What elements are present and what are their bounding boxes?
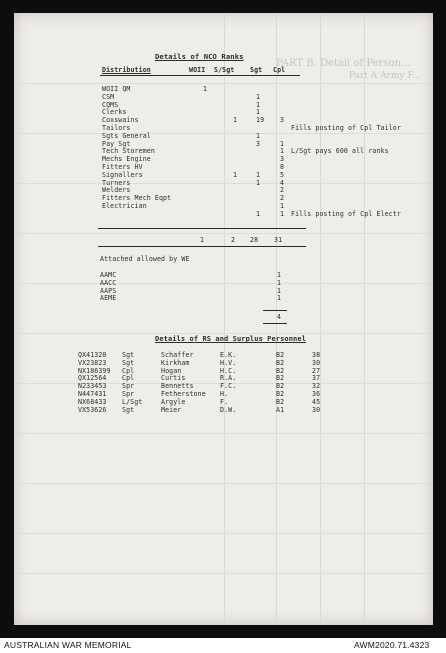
col-header-woii: WOII — [189, 66, 206, 74]
personnel-surname: Hogan — [161, 366, 182, 375]
row-sgt: 3 — [256, 139, 261, 148]
personnel-surname: Meier — [161, 405, 182, 414]
row-sgt: 1 — [256, 108, 261, 117]
row-note: L/Sgt pays 600 all ranks — [291, 147, 389, 156]
personnel-initials: E.K. — [220, 351, 237, 359]
row-cpl: 4 — [280, 178, 285, 187]
row-cpl: 2 — [280, 186, 285, 195]
row-cpl: 1 — [280, 209, 285, 218]
totals-rule-bottom — [98, 246, 306, 247]
row-woii: 1 — [203, 85, 208, 93]
personnel-initials: H.C. — [220, 366, 237, 375]
personnel-rank: Sgt — [122, 358, 135, 367]
personnel-number: N447431 — [78, 390, 107, 398]
personnel-age: 32 — [312, 382, 321, 391]
footer-accession-number: AWM2020.71.4323 — [354, 640, 430, 650]
row-sgt: 1 — [256, 131, 261, 140]
row-label: CQMS — [102, 100, 119, 109]
attached-label: AACC — [100, 278, 117, 287]
ghost-header: PART B. Detail of Person... — [276, 58, 411, 69]
personnel-number: NX68433 — [78, 397, 107, 406]
personnel-age: 30 — [312, 405, 321, 414]
row-cpl: 3 — [280, 155, 285, 164]
row-cpl: 3 — [280, 116, 285, 125]
personnel-surname: Fetherstone — [161, 390, 206, 398]
attached-label: AEME — [100, 294, 117, 303]
row-label: Welders — [102, 186, 131, 195]
personnel-number: VX53626 — [78, 405, 107, 414]
row-label: Pay Sgt — [102, 139, 131, 148]
personnel-number: VX23823 — [78, 358, 107, 367]
row-sgt: 1 — [256, 178, 261, 187]
personnel-number: NX186399 — [78, 366, 111, 375]
personnel-rank: Spr — [122, 382, 135, 391]
row-cpl: 2 — [280, 194, 285, 203]
personnel-rank: Spr — [122, 390, 135, 398]
row-label: WOII QM — [102, 85, 131, 93]
row-label: Clerks — [102, 108, 127, 117]
row-label: Electrician — [102, 202, 147, 210]
document-title: Details of NCO Ranks — [155, 52, 244, 61]
personnel-rank: Cpl — [122, 366, 135, 375]
attached-total: 4 — [277, 313, 282, 321]
row-label: Fitters Mech Eqpt — [102, 194, 172, 203]
row-ssgt: 1 — [233, 116, 238, 125]
personnel-rank: Cpl — [122, 374, 135, 383]
personnel-initials: F.C. — [220, 382, 237, 391]
totals-rule-top — [98, 228, 306, 229]
total-cpl: 31 — [274, 236, 283, 244]
row-label: Fitters HV — [102, 163, 143, 171]
total-sgt: 28 — [250, 236, 259, 244]
personnel-age: 36 — [312, 390, 321, 398]
personnel-grade: B2 — [276, 366, 285, 375]
personnel-number: QX41320 — [78, 351, 107, 359]
personnel-surname: Argyle — [161, 397, 186, 406]
attached-value: 1 — [277, 278, 282, 287]
personnel-surname: Bennetts — [161, 382, 194, 391]
row-sgt: 1 — [256, 100, 261, 109]
row-ssgt: 1 — [233, 170, 238, 179]
personnel-grade: B2 — [276, 351, 285, 359]
personnel-rank: Sgt — [122, 405, 135, 414]
personnel-initials: R.A. — [220, 374, 237, 383]
row-label: CSM — [102, 92, 115, 101]
personnel-age: 30 — [312, 358, 321, 367]
footer-institution: AUSTRALIAN WAR MEMORIAL — [4, 640, 132, 650]
attached-rule-top — [263, 310, 287, 311]
personnel-grade: B2 — [276, 374, 285, 383]
attached-value: 1 — [277, 286, 282, 295]
document-page — [14, 13, 433, 625]
personnel-surname: Schaffer — [161, 351, 194, 359]
header-underline — [100, 75, 300, 76]
personnel-age: 37 — [312, 374, 321, 383]
col-header-sgt: Sgt — [250, 66, 263, 74]
personnel-initials: H.V. — [220, 358, 237, 367]
row-label: Mechs Engine — [102, 155, 151, 164]
row-sgt: 1 — [256, 170, 261, 179]
row-note: Fills posting of Cpl Tailor — [291, 124, 401, 132]
personnel-age: 27 — [312, 366, 321, 375]
attached-title: Attached allowed by WE — [100, 255, 190, 263]
attached-label: AAMC — [100, 271, 117, 279]
row-cpl: 1 — [280, 139, 285, 148]
total-ssgt: 2 — [231, 236, 236, 244]
row-label: Signallers — [102, 170, 143, 179]
total-woii: 1 — [200, 236, 205, 244]
row-sgt: 1 — [256, 92, 261, 101]
row-sgt: 19 — [256, 116, 265, 125]
personnel-grade: B2 — [276, 382, 285, 391]
row-label: Turners — [102, 178, 131, 187]
row-note: Fills posting of Cpl Electr — [291, 209, 401, 218]
row-label: Sgts General — [102, 131, 151, 140]
personnel-number: QX12564 — [78, 374, 107, 383]
row-cpl: 5 — [280, 170, 285, 179]
personnel-title: Details of RS and Surplus Personnel — [155, 335, 307, 343]
personnel-surname: Kirkham — [161, 358, 190, 367]
personnel-initials: D.W. — [220, 405, 237, 414]
personnel-rank: L/Sgt — [122, 397, 143, 406]
personnel-surname: Curtis — [161, 374, 186, 383]
row-label: Tech Storemen — [102, 147, 155, 156]
distribution-header: Distribution — [102, 66, 151, 74]
personnel-rank: Sgt — [122, 351, 135, 359]
col-header-cpl: Cpl — [273, 66, 286, 74]
attached-value: 1 — [277, 271, 282, 279]
personnel-age: 45 — [312, 397, 321, 406]
row-cpl: 1 — [280, 147, 285, 156]
row-label: Coxswains — [102, 116, 139, 125]
row-cpl: 8 — [280, 163, 285, 171]
personnel-initials: F. — [220, 397, 229, 406]
col-header-ssgt: S/Sgt — [214, 66, 235, 74]
personnel-grade: A1 — [276, 405, 285, 414]
personnel-grade: B2 — [276, 358, 285, 367]
personnel-number: N233453 — [78, 382, 107, 391]
personnel-initials: H. — [220, 390, 229, 398]
attached-value: 1 — [277, 294, 282, 303]
ghost-subheader: Part A Army F... — [349, 71, 421, 81]
attached-rule-bottom — [263, 323, 287, 324]
row-label: Tailors — [102, 124, 131, 132]
personnel-age: 38 — [312, 351, 321, 359]
personnel-grade: B2 — [276, 397, 285, 406]
attached-label: AAPS — [100, 286, 117, 295]
row-cpl: 1 — [280, 202, 285, 210]
personnel-grade: B2 — [276, 390, 285, 398]
row-sgt: 1 — [256, 209, 261, 218]
